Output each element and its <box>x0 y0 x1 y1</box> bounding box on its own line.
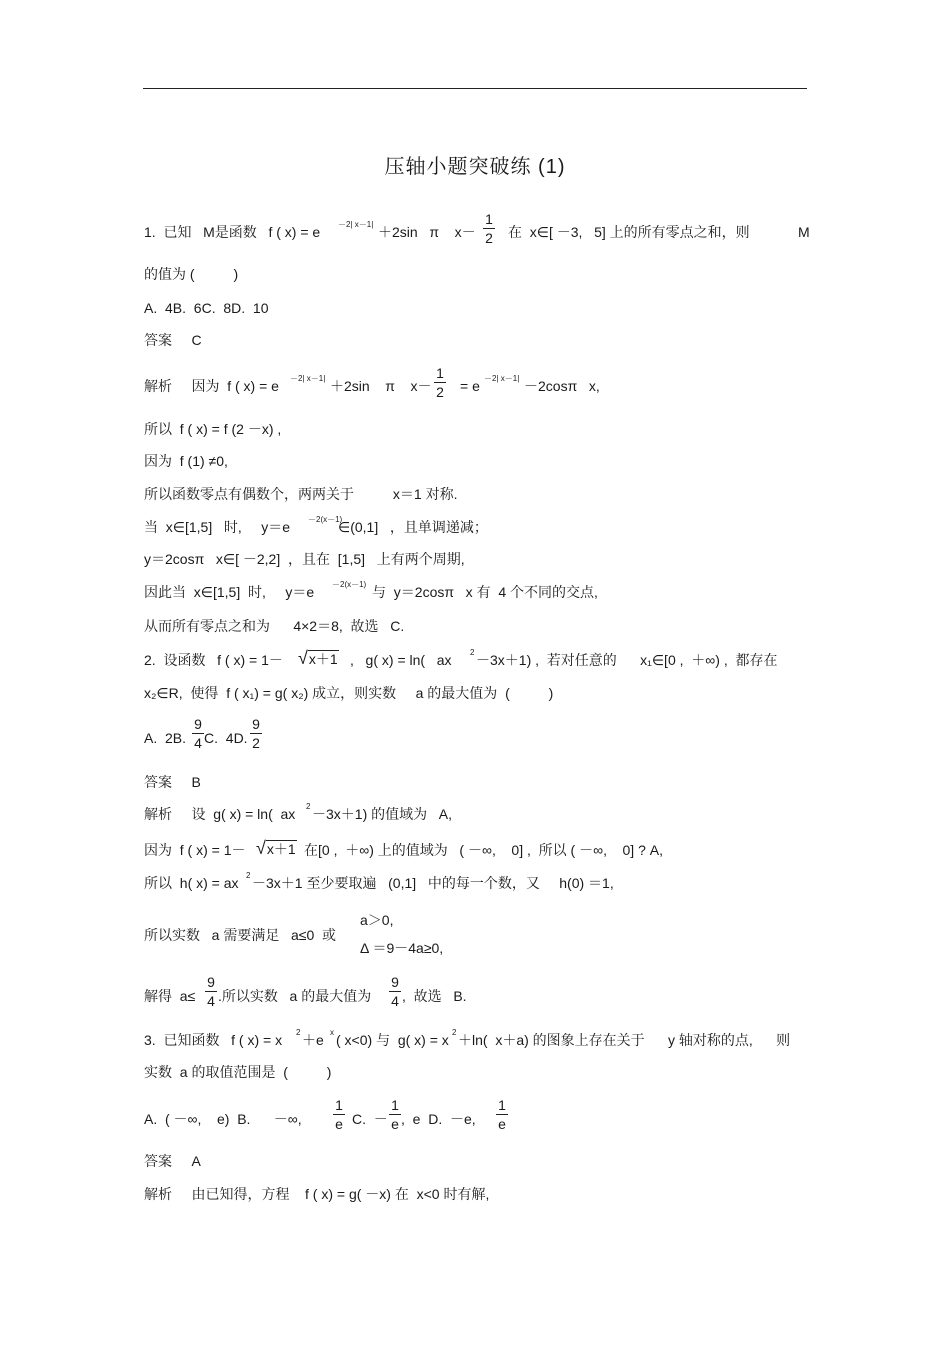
q2-solution-fraction-1-denominator: 4 <box>207 993 215 1009</box>
q3-option-fraction-3 <box>496 1097 508 1132</box>
q3-options-c: , e D. －e, <box>401 1111 476 1127</box>
q1-solution-line-2: 所以 f ( x) = f (2 －x) , <box>144 421 282 437</box>
q1-solution-line-1c: = e <box>460 378 480 394</box>
q2-solution-fraction-1-bar <box>205 991 217 992</box>
q1-solution-exponent-2: －2| x－1| <box>484 374 520 383</box>
q1-options: A. 4B. 6C. 8D. 10 <box>144 300 269 316</box>
q1-stem-part-a: 1. 已知 M是函数 f ( x) = e <box>144 224 321 240</box>
q2-option-fraction-1-denominator: 4 <box>194 735 202 751</box>
q1-solution-line-1d: －2cosπ x, <box>524 378 600 394</box>
q1-solution-line-1b: ＋2sin π x－ <box>330 378 432 394</box>
q2-option-fraction-2-denominator: 2 <box>252 735 260 751</box>
q3-stem-part-c: ( x<0) 与 g( x) = x <box>336 1032 449 1048</box>
q2-solution-exponent-1: 2 <box>306 802 311 811</box>
q2-solution-line-1b: －3x＋1) 的值域为 A, <box>312 806 453 822</box>
q2-options-a: A. 2B. <box>144 730 187 746</box>
page-title: 压轴小题突破练 (1) <box>384 156 566 178</box>
q1-solution-fraction-denominator: 2 <box>436 384 444 400</box>
q1-stem-fraction-bar <box>483 228 495 229</box>
q2-solution-case-2: Δ ＝9－4a≥0, <box>360 940 444 956</box>
q3-stem-exponent-1: 2 <box>296 1028 301 1037</box>
q1-solution-line-3: 因为 f (1) ≠0, <box>144 453 228 469</box>
q3-option-fraction-2 <box>389 1097 401 1132</box>
q2-solution-line-2a: 因为 f ( x) = 1－ <box>144 842 246 858</box>
q3-option-fraction-1-denominator: e <box>335 1116 343 1132</box>
q3-options-a: A. ( －∞, e) B. －∞, <box>144 1111 302 1127</box>
q1-solution-line-4: 所以函数零点有偶数个，两两关于 x＝1 对称. <box>144 486 458 502</box>
q2-option-fraction-1-bar <box>192 733 204 734</box>
q3-option-fraction-2-denominator: e <box>391 1116 399 1132</box>
q2-solution-fraction-1 <box>205 974 217 1009</box>
q2-solution-fraction-2-bar <box>389 991 401 992</box>
q3-option-fraction-1-bar <box>333 1114 345 1115</box>
q2-options-b: C. 4D. <box>204 730 248 746</box>
q1-answer: 答案 C <box>144 332 202 348</box>
q2-option-fraction-1 <box>192 716 204 751</box>
q1-stem-part-c: 在 x∈[ －3, 5] 上的所有零点之和，则 <box>508 224 750 240</box>
q2-solution-line-2b: 在[0 , ＋∞) 上的值域为 ( －∞, 0] , 所以 ( －∞, 0] ? A, <box>304 842 663 858</box>
q2-option-fraction-2-bar <box>250 733 262 734</box>
q1-solution-line-5a: 当 x∈[1,5] 时, y＝e <box>144 519 291 535</box>
q2-solution-line-5c: , 故选 B. <box>402 988 467 1004</box>
q1-solution-fraction-bar <box>434 382 446 383</box>
q2-stem-line-2: x₂∈R, 使得 f ( x₁) = g( x₂) 成立，则实数 a 的最大值为 ( ) <box>144 685 554 701</box>
q1-stem-line-2: 的值为 ( ) <box>144 266 239 282</box>
header-rule <box>143 88 807 89</box>
q3-option-fraction-3-denominator: e <box>498 1116 506 1132</box>
q2-solution-fraction-2 <box>389 974 401 1009</box>
q2-solution-fraction-2-numerator: 9 <box>391 974 399 990</box>
q2-solution-fraction-1-numerator: 9 <box>207 974 215 990</box>
q1-stem-fraction-denominator: 2 <box>485 230 493 246</box>
q1-solution-line-7b: 与 y＝2cosπ x 有 4 个不同的交点, <box>372 584 598 600</box>
q1-stem-exponent: －2| x－1| <box>338 220 374 229</box>
q2-solution-line-4a: 所以实数 a 需要满足 a≤0 或 <box>144 927 337 943</box>
q2-solution-radicand: x＋1 <box>266 841 296 857</box>
q1-solution-exponent-4: －2(x－1) <box>332 580 367 589</box>
q3-option-fraction-3-bar <box>496 1114 508 1115</box>
q3-option-fraction-1 <box>333 1097 345 1132</box>
q2-option-fraction-2 <box>250 716 262 751</box>
q1-stem-fraction-numerator: 1 <box>485 211 493 227</box>
q3-solution-line-1: 解析 由已知得，方程 f ( x) = g( －x) 在 x<0 时有解, <box>144 1186 490 1202</box>
q2-solution-line-5b: .所以实数 a 的最大值为 <box>218 988 372 1004</box>
q2-solution-radical <box>256 839 297 858</box>
q1-solution-line-7a: 因此当 x∈[1,5] 时, y＝e <box>144 584 315 600</box>
q2-solution-line-5a: 解得 a≤ <box>144 988 196 1004</box>
q3-stem-part-d: ＋ln( x＋a) 的图象上存在关于 y 轴对称的点, 则 <box>458 1032 791 1048</box>
q1-solution-line-6: y＝2cosπ x∈[ －2,2] ，且在 [1,5] 上有两个周期, <box>144 551 465 567</box>
q1-stem-part-d: M <box>798 224 810 240</box>
sqrt-icon: √ <box>298 648 308 668</box>
q3-stem-part-b: ＋e <box>302 1032 324 1048</box>
q3-stem-exponent-2: x <box>330 1028 334 1037</box>
q3-stem-exponent-3: 2 <box>452 1028 457 1037</box>
q3-option-fraction-2-numerator: 1 <box>391 1097 399 1113</box>
q3-option-fraction-1-numerator: 1 <box>335 1097 343 1113</box>
q3-stem-line-2: 实数 a 的取值范围是 ( ) <box>144 1064 332 1080</box>
q2-stem-part-c: －3x＋1) , 若对任意的 x₁∈[0 , ＋∞) , 都存在 <box>476 652 778 668</box>
q3-option-fraction-2-bar <box>389 1114 401 1115</box>
q3-options-b: C. － <box>352 1111 388 1127</box>
q1-solution-fraction <box>434 365 446 400</box>
q1-solution-line-8: 从而所有零点之和为 4×2＝8, 故选 C. <box>144 618 405 634</box>
sqrt-icon: √ <box>256 838 266 858</box>
q2-option-fraction-1-numerator: 9 <box>194 716 202 732</box>
q1-solution-exponent-3: －2(x－1) <box>308 515 343 524</box>
q1-stem-fraction <box>483 211 495 246</box>
q2-answer: 答案 B <box>144 774 201 790</box>
q1-stem-part-b: ＋2sin π x－ <box>378 224 476 240</box>
q2-stem-exponent: 2 <box>470 648 475 657</box>
q3-stem-part-a: 3. 已知函数 f ( x) = x <box>144 1032 283 1048</box>
q2-solution-line-1a: 解析 设 g( x) = ln( ax <box>144 806 296 822</box>
q2-stem-part-a: 2. 设函数 f ( x) = 1－ <box>144 652 283 668</box>
q1-solution-line-5b: ∈(0,1] ，且单调递减； <box>338 519 488 535</box>
q1-solution-fraction-numerator: 1 <box>436 365 444 381</box>
q1-solution-exponent-1: －2| x－1| <box>290 374 326 383</box>
q2-solution-exponent-2: 2 <box>246 871 251 880</box>
q1-solution-line-1a: 解析 因为 f ( x) = e <box>144 378 279 394</box>
q3-option-fraction-3-numerator: 1 <box>498 1097 506 1113</box>
q2-solution-line-3a: 所以 h( x) = ax <box>144 875 239 891</box>
q3-answer: 答案 A <box>144 1153 201 1169</box>
q2-stem-radical <box>298 649 339 668</box>
q2-option-fraction-2-numerator: 9 <box>252 716 260 732</box>
q2-stem-part-b: , g( x) = ln( ax <box>350 652 452 668</box>
q2-solution-case-1: a＞0, <box>360 912 394 928</box>
q2-solution-line-3b: －3x＋1 至少要取遍 (0,1] 中的每一个数，又 h(0) ＝1, <box>252 875 614 891</box>
q2-stem-radicand: x＋1 <box>308 651 338 667</box>
q2-solution-fraction-2-denominator: 4 <box>391 993 399 1009</box>
